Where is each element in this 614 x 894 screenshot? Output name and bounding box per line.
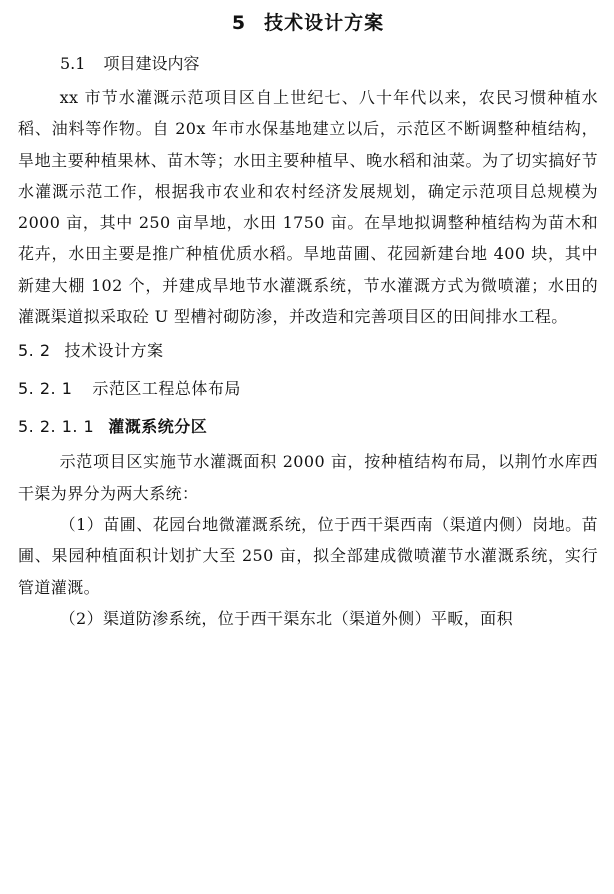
chapter-number: 5 <box>231 12 247 34</box>
paragraph-irrigation-area: 示范项目区实施节水灌溉面积 2000 亩，按种植结构布局，以荆竹水库西干渠为界分为两大系统： <box>18 452 598 503</box>
section-title: 技术设计方案 <box>64 341 164 361</box>
section-heading-5-2-1-1 <box>18 408 598 446</box>
section-title: 项目建设内容 <box>103 54 200 73</box>
document-page <box>0 8 614 894</box>
section-title: 灌溉系统分区 <box>108 417 208 437</box>
paragraph-system-2: （2）渠道防渗系统，位于西干渠东北（渠道外侧）平畈，面积 <box>59 608 513 628</box>
section-number: 5. 2. 1 <box>18 379 73 399</box>
section-heading-5-2-1 <box>18 370 598 408</box>
chapter-title <box>18 8 598 38</box>
section-number: 5. 2 <box>18 341 51 361</box>
paragraph-system-1: （1）苗圃、花园台地微灌溉系统，位于西干渠西南（渠道内侧）岗地。苗圃、果园种植面积计划扩大至 250 亩，拟全部建成微喷灌节水灌溉系统，实行管道灌溉。 <box>18 514 598 597</box>
section-number: 5. 2. 1. 1 <box>18 417 95 437</box>
section-number: 5.1 <box>60 54 86 73</box>
section-title: 示范区工程总体布局 <box>92 379 241 399</box>
chapter-title-text: 技术设计方案 <box>264 12 385 34</box>
section-heading-5-1 <box>18 50 598 78</box>
section-heading-5-2 <box>18 332 598 370</box>
paragraph-project-content: xx 市节水灌溉示范项目区自上世纪七、八十年代以来，农民习惯种植水稻、油料等作物。自 20x 年市水保基地建立以后，示范区不断调整种植结构，旱地主要种植果林、苗木等；水田主要种植早、晚水稻和油菜。为了切实搞好节水灌溉示范工作，根据我市农业和农村经济发展规划，确定示范项目总规模为 2000 亩，其中 250 亩旱地，水田 1750 亩。在旱地拟调整种植结构为苗木和花卉，水田主要是推广种植优质水稻。旱地苗圃、花园新建台地 400 块，其中新建大棚 102 个，并建成旱地节水灌溉系统，节水灌溉方式为微喷灌；水田的灌溉渠道拟采取砼 U 型槽衬砌防渗，并改造和完善项目区的田间排水工程。 <box>18 88 598 327</box>
